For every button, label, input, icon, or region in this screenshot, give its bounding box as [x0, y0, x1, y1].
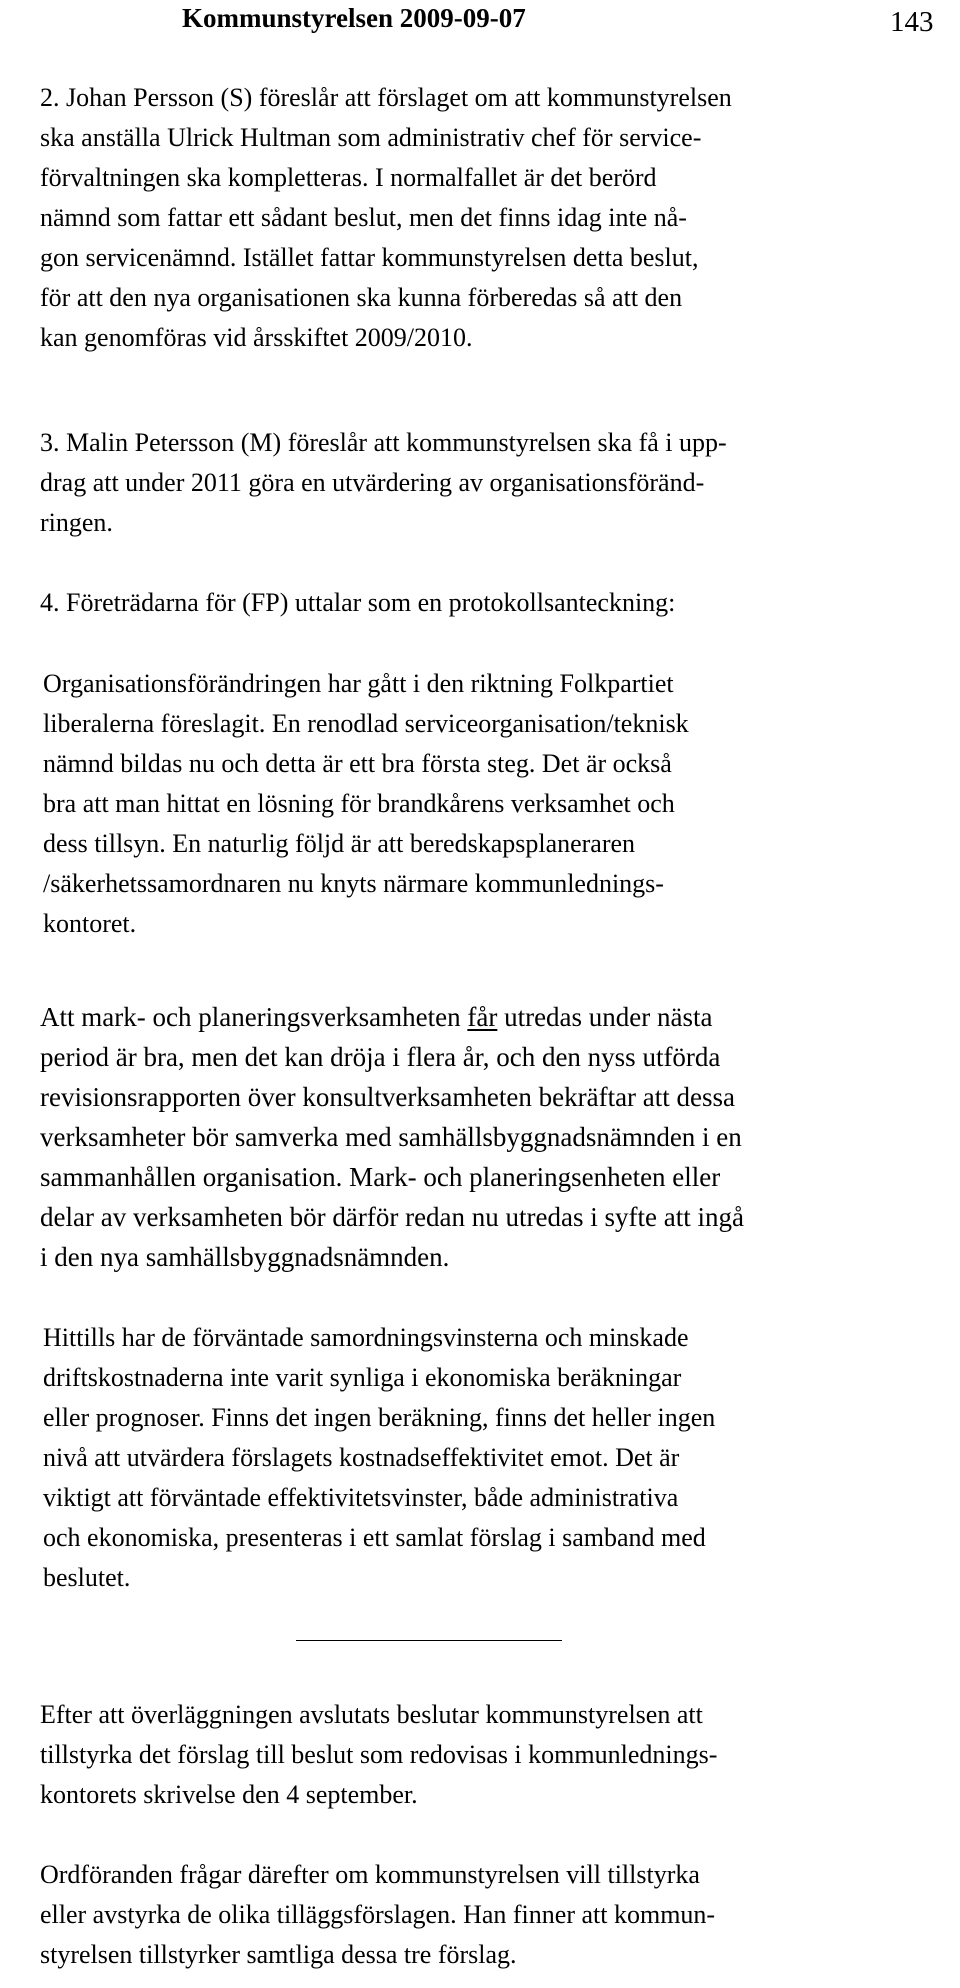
text-line: styrelsen tillstyrker samtliga dessa tre förslag. — [40, 1940, 517, 1969]
text-line: kontorets skrivelse den 4 september. — [40, 1780, 418, 1809]
item-4-intro — [40, 583, 675, 623]
text-line: dess tillsyn. En naturlig följd är att beredskapsplaneraren — [43, 829, 636, 858]
text-line: period är bra, men det kan dröja i flera år, och den nyss utförda — [40, 1042, 721, 1072]
chair-paragraph — [40, 1855, 715, 1975]
text-line: och ekonomiska, presenteras i ett samlat förslag i samband med — [43, 1523, 706, 1552]
text-line — [40, 997, 744, 1037]
text-line: revisionsrapporten över konsultverksamheten bekräftar att dessa — [40, 1082, 736, 1112]
text-line: nivå att utvärdera förslagets kostnadseffektivitet emot. Det är — [43, 1443, 680, 1472]
text-line: Ordföranden frågar därefter om kommunstyrelsen vill tillstyrka — [40, 1860, 700, 1889]
text-line: eller prognoser. Finns det ingen beräkning, finns det heller ingen — [43, 1403, 716, 1432]
land-planning-paragraph — [40, 997, 744, 1277]
text-line: nämnd som fattar ett sådant beslut, men det finns idag inte nå- — [40, 203, 687, 232]
underlined-word: får — [467, 1002, 498, 1032]
separator-line — [296, 1640, 562, 1641]
text-line: beslutet. — [43, 1563, 131, 1592]
protocol-note-quote — [43, 664, 689, 944]
savings-paragraph — [43, 1318, 715, 1598]
text-line: liberalerna föreslagit. En renodlad serviceorganisation/teknisk — [43, 709, 689, 738]
text-line: eller avstyrka de olika tilläggsförslagen. Han finner att kommun- — [40, 1900, 716, 1929]
text-line: 3. Malin Petersson (M) föreslår att kommunstyrelsen ska få i upp- — [40, 428, 727, 457]
text-line: driftskostnaderna inte varit synliga i ekonomiska beräkningar — [43, 1363, 682, 1392]
text-segment: Att mark- och planeringsverksamheten — [40, 1002, 468, 1032]
text-line: Efter att överläggningen avslutats beslutar kommunstyrelsen att — [40, 1700, 703, 1729]
page-number: 143 — [890, 6, 934, 38]
text-line: tillstyrka det förslag till beslut som redovisas i kommunlednings- — [40, 1740, 718, 1769]
text-line: 4. Företrädarna för (FP) uttalar som en protokollsanteckning: — [40, 588, 676, 617]
text-line: kontoret. — [43, 909, 137, 938]
text-line: förvaltningen ska kompletteras. I normalfallet är det berörd — [40, 163, 657, 192]
page-header-title: Kommunstyrelsen 2009-09-07 — [182, 3, 526, 33]
text-line: Organisationsförändringen har gått i den riktning Folkpartiet — [43, 669, 674, 698]
text-line: viktigt att förväntade effektivitetsvinster, både administrativa — [43, 1483, 679, 1512]
text-line: gon servicenämnd. Istället fattar kommunstyrelsen detta beslut, — [40, 243, 699, 272]
text-line: för att den nya organisationen ska kunna förberedas så att den — [40, 283, 683, 312]
text-line: delar av verksamheten bör därför redan nu utredas i syfte att ingå — [40, 1202, 744, 1232]
text-line: ringen. — [40, 508, 113, 537]
text-line: kan genomföras vid årsskiftet 2009/2010. — [40, 323, 473, 352]
text-line: verksamheter bör samverka med samhällsbyggnadsnämnden i en — [40, 1122, 742, 1152]
item-3-paragraph — [40, 423, 727, 543]
text-line: Hittills har de förväntade samordningsvinsterna och minskade — [43, 1323, 689, 1352]
text-line: i den nya samhällsbyggnadsnämnden. — [40, 1242, 450, 1272]
text-line: 2. Johan Persson (S) föreslår att förslaget om att kommunstyrelsen — [40, 83, 732, 112]
text-line: nämnd bildas nu och detta är ett bra första steg. Det är också — [43, 749, 672, 778]
text-segment: utredas under nästa — [497, 1002, 713, 1032]
text-line: sammanhållen organisation. Mark- och planeringsenheten eller — [40, 1162, 721, 1192]
text-line: bra att man hittat en lösning för brandkårens verksamhet och — [43, 789, 675, 818]
text-line: /säkerhetssamordnaren nu knyts närmare kommunlednings- — [43, 869, 664, 898]
decision-paragraph — [40, 1695, 717, 1815]
text-line: ska anställa Ulrick Hultman som administrativ chef för service- — [40, 123, 702, 152]
text-line: drag att under 2011 göra en utvärdering av organisationsföränd- — [40, 468, 705, 497]
item-2-paragraph — [40, 78, 732, 358]
